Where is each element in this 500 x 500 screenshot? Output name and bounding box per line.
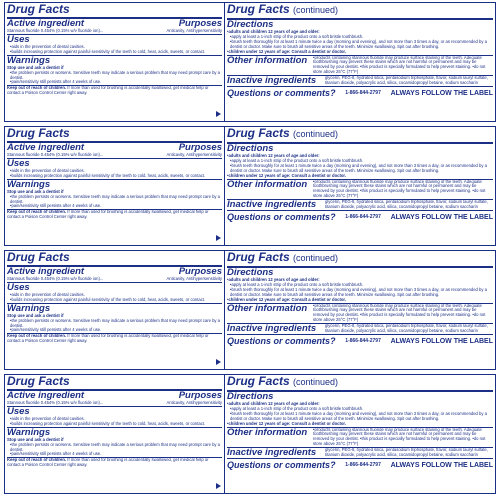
uses-heading: Uses <box>7 405 30 417</box>
drug-facts-left-column <box>5 3 225 121</box>
inactive-ingredients-heading: Inactive ingredients <box>227 199 317 211</box>
continue-arrow-icon <box>216 359 221 365</box>
children-line: • children under 12 years of age: Consult a dentist or doctor. <box>227 174 493 179</box>
keep-out-block <box>7 209 222 220</box>
drug-facts-panel <box>4 126 496 246</box>
directions-item: • apply at least a 1-inch strip of the product onto a soft bristle toothbrush. <box>227 407 493 412</box>
drug-facts-title: Drug Facts <box>7 375 222 391</box>
directions-heading: Directions <box>227 391 274 402</box>
other-info-text-1: • products containing stannous fluoride may produce surface staining of the teeth. Adequate toothbrushing may prevent these stains which are not harmful or permanent and may be removed by your dentist. <box>313 179 482 194</box>
keep-out-text: If more than used for brushing is accidentally swallowed, get medical help or contact a Poison Control Center right away. <box>7 333 209 344</box>
drug-facts-title-cont: Drug Facts <box>227 251 290 264</box>
directions-lead: • adults and children 12 years of age and older: <box>227 154 493 159</box>
continue-arrow-icon <box>216 235 221 241</box>
phone-number: 1-866-844-2797 <box>345 90 381 97</box>
active-ingredient-text: Stannous fluoride 0.454% (0.15% w/v fluoride ion)... <box>7 276 104 281</box>
warnings-item: • the problem persists or worsens. Sensitive teeth may indicate a serious problem that may need prompt care by a dentist. <box>7 195 222 205</box>
drug-facts-right-column <box>225 251 495 369</box>
inactive-ingredients-heading: Inactive ingredients <box>227 75 317 87</box>
directions-item: • apply at least a 1-inch strip of the product onto a soft bristle toothbrush. <box>227 283 493 288</box>
continued-label: (continued) <box>293 253 339 263</box>
keep-out-bold: Keep out of reach of children. <box>7 333 67 339</box>
active-ingredient-text: Stannous fluoride 0.454% (0.15% w/v fluoride ion)... <box>7 28 104 33</box>
other-information-heading: Other information <box>227 54 308 66</box>
questions-heading: Questions or comments? <box>227 88 336 99</box>
warnings-item: • pain/sensitivity still persists after 4 weeks of use. <box>7 452 222 457</box>
keep-out-bold: Keep out of reach of children. <box>7 457 67 463</box>
questions-row <box>227 458 493 470</box>
other-info-text-2: • this product is specially formulated to help prevent staining. <box>360 312 471 317</box>
uses-item: • aids in the prevention of dental cavities. <box>7 417 222 422</box>
stop-use-line: Stop use and ask a dentist if <box>7 436 64 442</box>
drug-facts-continued-title <box>227 3 493 20</box>
keep-out-text: If more than used for brushing is accidentally swallowed, get medical help or contact a Poison Control Center right away. <box>7 457 209 468</box>
children-line: • children under 12 years of age: Consult a dentist or doctor. <box>227 50 493 55</box>
questions-heading: Questions or comments? <box>227 460 336 471</box>
directions-item: • brush teeth thoroughly for at least 1 minute twice a day (morning and evening), and not more than 3 times a day, or as recommended by a dentist or doctor. Make sure to brush all sensitive areas of the teeth. Minimize swallowing. Spit out after brushing. <box>227 164 493 174</box>
active-ingredient-heading: Active ingredient <box>7 142 85 153</box>
warnings-heading: Warnings <box>7 302 51 314</box>
drug-facts-panel <box>4 250 496 370</box>
phone-number: 1-866-844-2797 <box>345 462 381 469</box>
warnings-item: • the problem persists or worsens. Sensitive teeth may indicate a serious problem that may need prompt care by a dentist. <box>7 319 222 329</box>
children-line: • children under 12 years of age: Consult a dentist or doctor. <box>227 298 493 303</box>
other-info-text-1: • products containing stannous fluoride may produce surface staining of the teeth. Adequate toothbrushing may prevent these stains which are not harmful or permanent and may be removed by your dentist. <box>313 55 482 70</box>
uses-item: • aids in the prevention of dental cavities. <box>7 293 222 298</box>
active-ingredient-text: Stannous fluoride 0.454% (0.15% w/v fluoride ion)... <box>7 152 104 157</box>
drug-facts-right-column <box>225 3 495 121</box>
continued-label: (continued) <box>293 129 339 139</box>
continue-arrow-icon <box>216 111 221 117</box>
inactive-ingredients-text: glycerin, PEG-8, hydrated silica, pentasodium triphosphate, flavor, sodium lauryl sulfate, titanium dioxide, polyacrylic acid, silica, cocamidopropyl betaine, sodium saccharin <box>325 199 488 210</box>
inactive-ingredients-heading: Inactive ingredients <box>227 447 317 459</box>
active-ingredient-heading: Active ingredient <box>7 266 85 277</box>
inactive-ingredients-text: glycerin, PEG-8, hydrated silica, pentasodium triphosphate, flavor, sodium lauryl sulfate, titanium dioxide, polyacrylic acid, silica, cocamidopropyl betaine, sodium saccharin <box>325 75 488 86</box>
purposes-heading: Purposes <box>178 18 222 29</box>
uses-heading: Uses <box>7 281 30 293</box>
drug-facts-panel <box>4 374 496 494</box>
purposes-heading: Purposes <box>178 266 222 277</box>
active-ingredient-heading: Active ingredient <box>7 18 85 29</box>
keep-out-block <box>7 333 222 344</box>
keep-out-text: If more than used for brushing is accidentally swallowed, get medical help or contact a Poison Control Center right away. <box>7 209 209 220</box>
purposes-text: Anticavity, Antihypersensitivity <box>166 400 222 405</box>
purposes-text: Anticavity, Antihypersensitivity <box>166 276 222 281</box>
directions-item: • apply at least a 1-inch strip of the product onto a soft bristle toothbrush. <box>227 35 493 40</box>
uses-item: • builds increasing protection against painful sensitivity of the teeth to cold, heat, acids, sweets, or contact. <box>7 298 222 303</box>
continued-label: (continued) <box>293 377 339 387</box>
warnings-heading: Warnings <box>7 178 51 190</box>
uses-heading: Uses <box>7 33 30 45</box>
purposes-text: Anticavity, Antihypersensitivity <box>166 28 222 33</box>
stop-use-line: Stop use and ask a dentist if <box>7 188 64 194</box>
keep-out-block <box>7 85 222 96</box>
uses-item: • aids in the prevention of dental cavities. <box>7 169 222 174</box>
other-information-heading: Other information <box>227 426 308 438</box>
keep-out-text: If more than used for brushing is accidentally swallowed, get medical help or contact a Poison Control Center right away. <box>7 85 209 96</box>
continue-arrow-icon <box>216 483 221 489</box>
always-follow-label: ALWAYS FOLLOW THE LABEL <box>390 89 493 97</box>
stop-use-line: Stop use and ask a dentist if <box>7 64 64 70</box>
directions-item: • brush teeth thoroughly for at least 1 minute twice a day (morning and evening), and not more than 3 times a day, or as recommended by a dentist or doctor. Make sure to brush all sensitive areas of the teeth. Minimize swallowing. Spit out after brushing. <box>227 288 493 298</box>
questions-row <box>227 210 493 222</box>
purposes-heading: Purposes <box>178 142 222 153</box>
directions-lead: • adults and children 12 years of age and older: <box>227 30 493 35</box>
warnings-item: • pain/sensitivity still persists after 4 weeks of use. <box>7 328 222 333</box>
active-ingredient-heading: Active ingredient <box>7 390 85 401</box>
warnings-item: • the problem persists or worsens. Sensitive teeth may indicate a serious problem that may need prompt care by a dentist. <box>7 71 222 81</box>
keep-out-bold: Keep out of reach of children. <box>7 85 67 91</box>
drug-facts-continued-title <box>227 251 493 268</box>
drug-facts-title: Drug Facts <box>7 127 222 143</box>
warnings-heading: Warnings <box>7 54 51 66</box>
other-info-text-1: • products containing stannous fluoride may produce surface staining of the teeth. Adequate toothbrushing may prevent these stains which are not harmful or permanent and may be removed by your dentist. <box>313 427 482 442</box>
uses-item: • aids in the prevention of dental cavities. <box>7 45 222 50</box>
questions-row <box>227 334 493 346</box>
keep-out-bold: Keep out of reach of children. <box>7 209 67 215</box>
always-follow-label: ALWAYS FOLLOW THE LABEL <box>390 213 493 221</box>
inactive-ingredients-text: glycerin, PEG-8, hydrated silica, pentasodium triphosphate, flavor, sodium lauryl sulfate, titanium dioxide, polyacrylic acid, silica, cocamidopropyl betaine, sodium saccharin <box>325 323 488 334</box>
purposes-text: Anticavity, Antihypersensitivity <box>166 152 222 157</box>
phone-number: 1-866-844-2797 <box>345 214 381 221</box>
questions-heading: Questions or comments? <box>227 336 336 347</box>
uses-item: • builds increasing protection against painful sensitivity of the teeth to cold, heat, acids, sweets, or contact. <box>7 174 222 179</box>
other-info-text-3: • do not store above 25°C (77°F) <box>313 436 485 446</box>
purposes-heading: Purposes <box>178 390 222 401</box>
directions-item: • apply at least a 1-inch strip of the product onto a soft bristle toothbrush. <box>227 159 493 164</box>
other-info-text-3: • do not store above 25°C (77°F) <box>313 64 485 74</box>
continued-label: (continued) <box>293 5 339 15</box>
drug-facts-continued-title <box>227 375 493 392</box>
drug-facts-title-cont: Drug Facts <box>227 127 290 140</box>
drug-facts-title: Drug Facts <box>7 251 222 267</box>
directions-heading: Directions <box>227 19 274 30</box>
other-info-text-3: • do not store above 25°C (77°F) <box>313 188 485 198</box>
warnings-item: • the problem persists or worsens. Sensitive teeth may indicate a serious problem that may need prompt care by a dentist. <box>7 443 222 453</box>
stop-use-line: Stop use and ask a dentist if <box>7 312 64 318</box>
directions-item: • brush teeth thoroughly for at least 1 minute twice a day (morning and evening), and not more than 3 times a day, or as recommended by a dentist or doctor. Make sure to brush all sensitive areas of the teeth. Minimize swallowing. Spit out after brushing. <box>227 40 493 50</box>
children-line: • children under 12 years of age: Consult a dentist or doctor. <box>227 422 493 427</box>
drug-facts-title-cont: Drug Facts <box>227 3 290 16</box>
phone-number: 1-866-844-2797 <box>345 338 381 345</box>
drug-facts-left-column <box>5 375 225 493</box>
drug-facts-left-column <box>5 127 225 245</box>
drug-facts-title: Drug Facts <box>7 3 222 19</box>
directions-lead: • adults and children 12 years of age and older: <box>227 278 493 283</box>
other-information-heading: Other information <box>227 302 308 314</box>
uses-heading: Uses <box>7 157 30 169</box>
other-information-heading: Other information <box>227 178 308 190</box>
other-info-text-2: • this product is specially formulated to help prevent staining. <box>360 436 471 441</box>
drug-facts-right-column <box>225 375 495 493</box>
drug-facts-title-cont: Drug Facts <box>227 375 290 388</box>
drug-facts-panel <box>4 2 496 122</box>
warnings-item: • pain/sensitivity still persists after 4 weeks of use. <box>7 204 222 209</box>
directions-lead: • adults and children 12 years of age and older: <box>227 402 493 407</box>
inactive-ingredients-heading: Inactive ingredients <box>227 323 317 335</box>
other-info-text-2: • this product is specially formulated to help prevent staining. <box>360 188 471 193</box>
other-info-text-1: • products containing stannous fluoride may produce surface staining of the teeth. Adequate toothbrushing may prevent these stains which are not harmful or permanent and may be removed by your dentist. <box>313 303 482 318</box>
always-follow-label: ALWAYS FOLLOW THE LABEL <box>390 461 493 469</box>
directions-heading: Directions <box>227 143 274 154</box>
questions-heading: Questions or comments? <box>227 212 336 223</box>
active-ingredient-text: Stannous fluoride 0.454% (0.15% w/v fluoride ion)... <box>7 400 104 405</box>
other-info-text-2: • this product is specially formulated to help prevent staining. <box>360 64 471 69</box>
warnings-item: • pain/sensitivity still persists after 4 weeks of use. <box>7 80 222 85</box>
other-info-text-3: • do not store above 25°C (77°F) <box>313 312 485 322</box>
directions-heading: Directions <box>227 267 274 278</box>
drug-facts-left-column <box>5 251 225 369</box>
keep-out-block <box>7 457 222 468</box>
inactive-ingredients-text: glycerin, PEG-8, hydrated silica, pentasodium triphosphate, flavor, sodium lauryl sulfate, titanium dioxide, polyacrylic acid, silica, cocamidopropyl betaine, sodium saccharin <box>325 447 488 458</box>
warnings-heading: Warnings <box>7 426 51 438</box>
uses-item: • builds increasing protection against painful sensitivity of the teeth to cold, heat, acids, sweets, or contact. <box>7 422 222 427</box>
drug-facts-continued-title <box>227 127 493 144</box>
questions-row <box>227 86 493 98</box>
always-follow-label: ALWAYS FOLLOW THE LABEL <box>390 337 493 345</box>
directions-item: • brush teeth thoroughly for at least 1 minute twice a day (morning and evening), and not more than 3 times a day, or as recommended by a dentist or doctor. Make sure to brush all sensitive areas of the teeth. Minimize swallowing. Spit out after brushing. <box>227 412 493 422</box>
uses-item: • builds increasing protection against painful sensitivity of the teeth to cold, heat, acids, sweets, or contact. <box>7 50 222 55</box>
drug-facts-right-column <box>225 127 495 245</box>
